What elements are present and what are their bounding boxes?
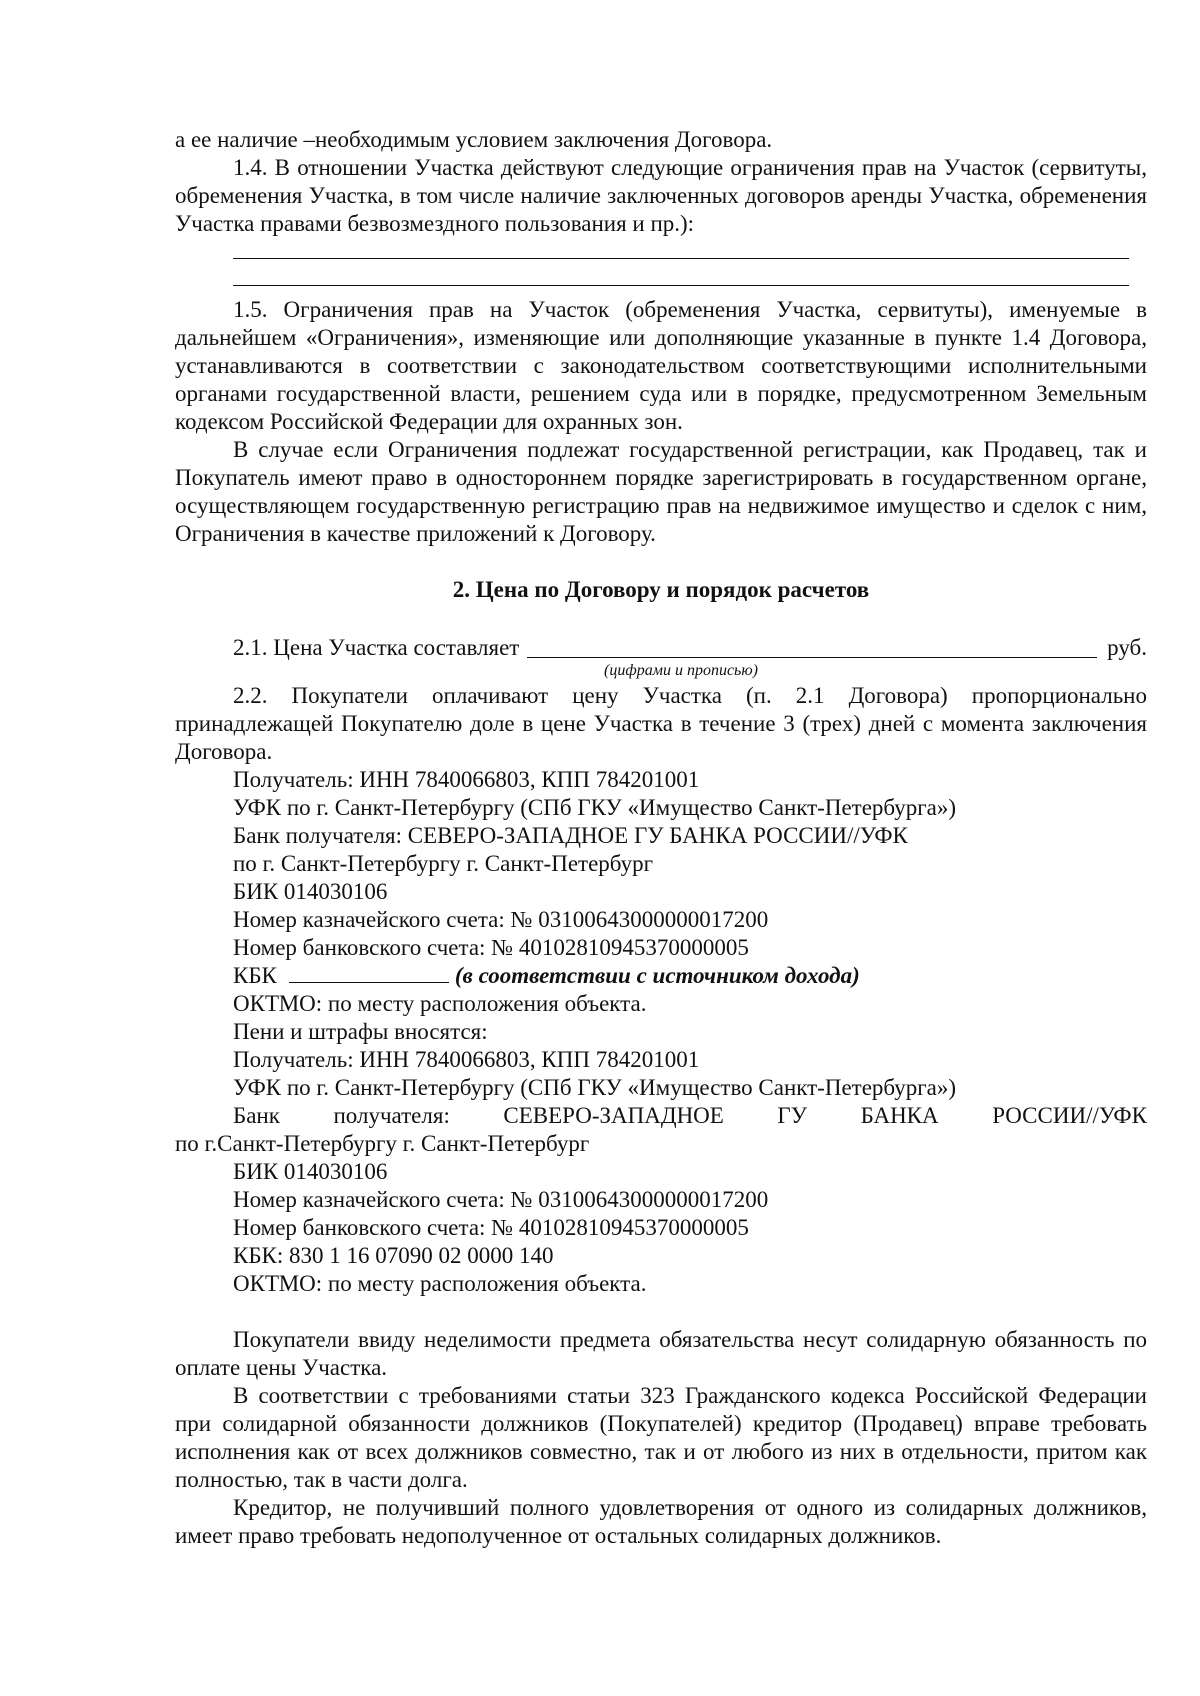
kbk-label: КБК <box>233 963 277 988</box>
penalty-bank-account-line: Номер банковского счета: № 40102810945370000005 <box>233 1215 749 1240</box>
oktmo-line: ОКТМО: по месту расположения объекта. <box>233 991 647 1016</box>
recipient-line: Получатель: ИНН 7840066803, КПП 784201001 <box>233 767 700 792</box>
penalty-bank-line <box>175 1102 1147 1130</box>
bank-account-line: Номер банковского счета: № 40102810945370000005 <box>233 935 749 960</box>
section-2-heading: 2. Цена по Договору и порядок расчетов <box>452 577 870 602</box>
penalty-bank-word-6: РОССИИ//УФК <box>992 1103 1147 1128</box>
payment-details-main <box>175 766 1147 1018</box>
document-body <box>175 126 1147 1550</box>
restrictions-blank-line-1 <box>233 242 1129 259</box>
joint-obligation-paragraph: Покупатели ввиду неделимости предмета обязательства несут солидарную обязанность по оплате цены Участка. <box>175 1327 1147 1380</box>
price-note: (цифрами и прописью) <box>604 662 758 679</box>
price-row <box>175 634 1147 662</box>
creditor-paragraph: Кредитор, не получивший полного удовлетворения от одного из солидарных должников, имеет право требовать недополученное от остальных солидарных должников. <box>175 1495 1147 1548</box>
kbk-line <box>175 962 1147 990</box>
clause-1-4: 1.4. В отношении Участка действуют следующие ограничения прав на Участок (сервитуты, обременения Участка, в том числе наличие заключенных договоров аренды Участка, обременения Участка правами безвозмездного пользования и пр.): <box>175 155 1147 236</box>
penalty-kbk-line: КБК: 830 1 16 07090 02 0000 140 <box>233 1243 554 1268</box>
penalty-bank-city-line: по г.Санкт-Петербургу г. Санкт-Петербург <box>175 1131 590 1156</box>
penalty-bank-word-3: СЕВЕРО-ЗАПАДНОЕ <box>503 1103 724 1128</box>
price-blank-field <box>527 637 1097 658</box>
article-323-paragraph: В соответствии с требованиями статьи 323 Гражданского кодекса Российской Федерации при солидарной обязанности должников (Покупателей) кредитор (Продавец) вправе требовать исполнения как от всех должников совместно, так и от любого из них в отдельности, притом как полностью, так в части долга. <box>175 1383 1147 1492</box>
penalty-recipient-line: Получатель: ИНН 7840066803, КПП 784201001 <box>233 1047 700 1072</box>
registration-paragraph: В случае если Ограничения подлежат государственной регистрации, как Продавец, так и Покупатель имеют право в одностороннем порядке зарегистрировать в государственном органе, осуществляющем государственную регистрацию прав на недвижимое имущество и сделок с ним, Ограничения в качестве приложений к Договору. <box>175 437 1147 546</box>
clause-1-5: 1.5. Ограничения прав на Участок (обременения Участка, сервитуты), именуемые в дальнейшем «Ограничения», изменяющие или дополняющие указанные в пункте 1.4 Договора, устанавливаются в соответствии с законодательством соответствующими исполнительными органами государственной власти, решением суда или в порядке, предусмотренном Земельным кодексом Российской Федерации для охранных зон. <box>175 297 1147 434</box>
penalty-bank-word-4: ГУ <box>777 1103 807 1128</box>
penalty-bank-word-2: получателя: <box>333 1103 450 1128</box>
penalty-oktmo-line: ОКТМО: по месту расположения объекта. <box>233 1271 647 1296</box>
kbk-blank-field <box>289 964 449 983</box>
restrictions-blank-line-2 <box>233 269 1129 286</box>
intro-paragraph: а ее наличие –необходимым условием заключения Договора. <box>175 127 773 152</box>
bik-line: БИК 014030106 <box>233 879 388 904</box>
treasury-account-line: Номер казначейского счета: № 03100643000000017200 <box>233 907 769 932</box>
price-unit: руб. <box>1107 635 1147 660</box>
penalty-bank-word-1: Банк <box>233 1103 280 1128</box>
ufk-line: УФК по г. Санкт-Петербургу (СПб ГКУ «Имущество Санкт-Петербурга») <box>233 795 957 820</box>
spacer <box>175 1298 1147 1326</box>
bank-city-line: по г. Санкт-Петербургу г. Санкт-Петербург <box>233 851 654 876</box>
penalty-treasury-account-line: Номер казначейского счета: № 03100643000000017200 <box>233 1187 769 1212</box>
penalties-title: Пени и штрафы вносятся: <box>233 1019 488 1044</box>
clause-2-2: 2.2. Покупатели оплачивают цену Участка (п. 2.1 Договора) пропорционально принадлежащей Покупателю доле в цене Участка в течение 3 (трех) дней с момента заключения Договора. <box>175 683 1147 764</box>
price-label: 2.1. Цена Участка составляет <box>233 635 520 660</box>
payment-details-penalties <box>175 1046 1147 1298</box>
penalty-ufk-line: УФК по г. Санкт-Петербургу (СПб ГКУ «Имущество Санкт-Петербурга») <box>233 1075 957 1100</box>
bank-line: Банк получателя: СЕВЕРО-ЗАПАДНОЕ ГУ БАНКА РОССИИ//УФК <box>233 823 908 848</box>
kbk-note: (в соответствии с источником дохода) <box>454 963 860 988</box>
penalty-bank-word-5: БАНКА <box>860 1103 939 1128</box>
penalty-bik-line: БИК 014030106 <box>233 1159 388 1184</box>
